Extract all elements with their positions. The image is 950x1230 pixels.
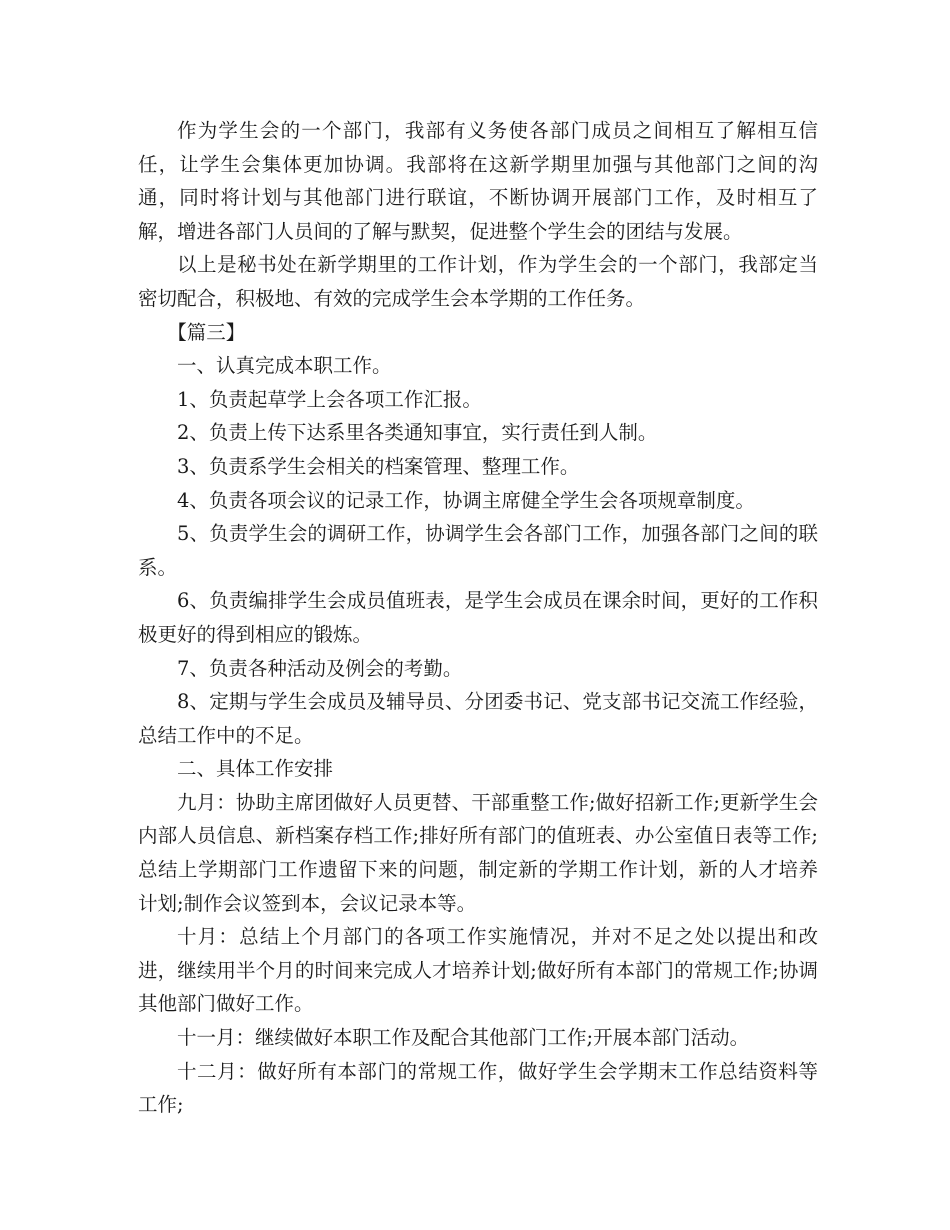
section-heading-schedule: 二、具体工作安排 [177, 757, 334, 781]
paragraph-cooperation: 作为学生会的一个部门，我部有义务使各部门成员之间相互了解相互信任，让学生会集体更加协调。我部将在这新学期里加强与其他部门之间的沟通，同时将计划与其他部门进行联谊，不断协调开展部门工作，及时相互了解，增进各部门人员间的了解与默契，促进整个学生会的团结与发展。 [138, 119, 818, 243]
list-item-duty-6: 6、负责编排学生会成员值班表，是学生会成员在课余时间，更好的工作积极更好的得到相应的锻炼。 [138, 589, 818, 646]
list-item-duty-1: 1、负责起草学上会各项工作汇报。 [177, 387, 482, 411]
list-item-duty-4: 4、负责各项会议的记录工作，协调主席健全学生会各项规章制度。 [177, 488, 755, 512]
section-heading-duties: 一、认真完成本职工作。 [177, 354, 392, 378]
schedule-october: 十月：总结上个月部门的各项工作实施情况，并对不足之处以提出和改进，继续用半个月的时间来完成人才培养计划;做好所有本部门的常规工作;协调其他部门做好工作。 [138, 925, 818, 1016]
list-item-duty-5: 5、负责学生会的调研工作，协调学生会各部门工作，加强各部门之间的联系。 [138, 522, 818, 579]
list-item-duty-7: 7、负责各种活动及例会的考勤。 [177, 656, 463, 680]
document-body [138, 114, 818, 1122]
list-item-duty-3: 3、负责系学生会相关的档案管理、整理工作。 [177, 454, 580, 478]
paragraph-summary: 以上是秘书处在新学期里的工作计划，作为学生会的一个部门，我部定当密切配合，积极地、有效的完成学生会本学期的工作任务。 [138, 253, 818, 310]
schedule-november: 十一月：继续做好本职工作及配合其他部门工作;开展本部门活动。 [177, 1026, 750, 1050]
schedule-september: 九月：协助主席团做好人员更替、干部重整工作;做好招新工作;更新学生会内部人员信息、新档案存档工作;排好所有部门的值班表、办公室值日表等工作;总结上学期部门工作遗留下来的问题，制定新的学期工作计划，新的人才培养计划;制作会议签到本，会议记录本等。 [138, 790, 818, 915]
section-heading-part-three: 【篇三】 [167, 320, 246, 344]
list-item-duty-8: 8、定期与学生会成员及辅导员、分团委书记、党支部书记交流工作经验，总结工作中的不足。 [138, 690, 818, 747]
list-item-duty-2: 2、负责上传下达系里各类通知事宜，实行责任到人制。 [177, 421, 658, 445]
schedule-december: 十二月：做好所有本部门的常规工作，做好学生会学期末工作总结资料等工作; [138, 1059, 818, 1117]
